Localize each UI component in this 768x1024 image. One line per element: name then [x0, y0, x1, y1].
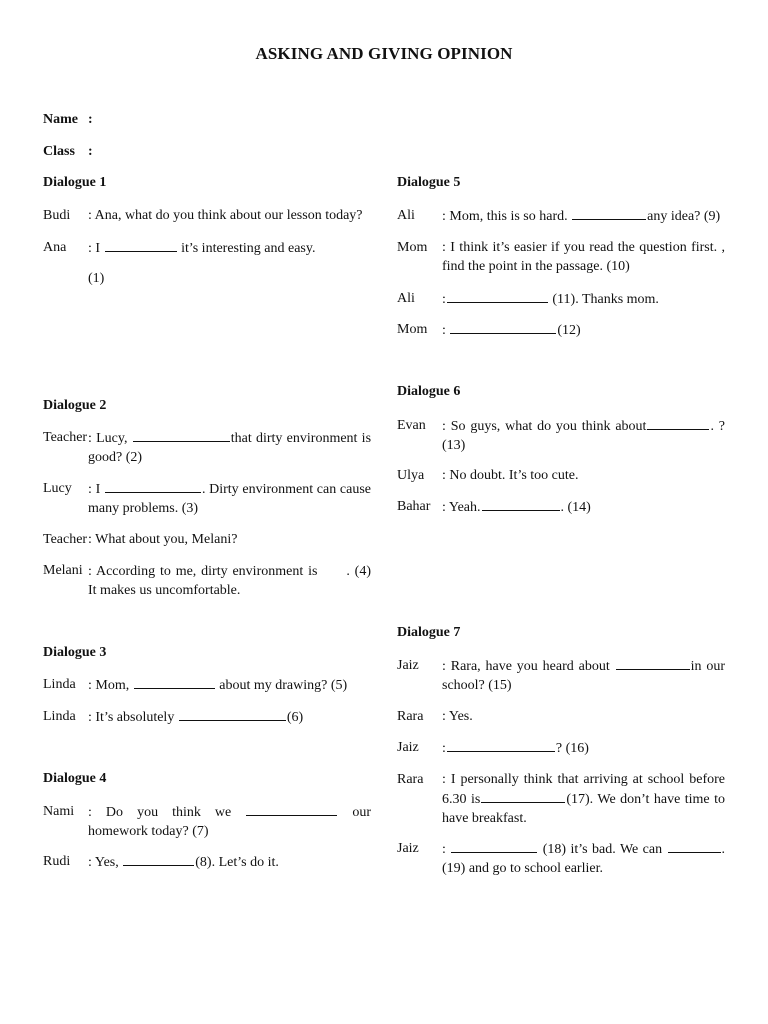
answer-blank-2[interactable]	[133, 428, 230, 442]
line-text-pre: : Do you think we	[88, 805, 232, 820]
answer-blank-9[interactable]	[572, 206, 646, 220]
line-text	[442, 738, 725, 758]
dialogue-line	[43, 428, 371, 467]
line-text-post: ? (16)	[555, 741, 589, 756]
dialogue-line	[43, 802, 371, 841]
dialogue-line	[43, 707, 371, 727]
speaker: Rara	[397, 772, 424, 787]
dialogue-line	[397, 289, 725, 309]
line-text-pre: : According to me, dirty environment is	[88, 564, 318, 579]
line-text-post: . (14)	[560, 500, 591, 515]
dialogue-line	[397, 238, 725, 276]
line-text-post: (6)	[286, 710, 304, 725]
name-row	[43, 112, 93, 128]
dialogue-line	[43, 206, 371, 225]
line-text-post: any idea? (9)	[647, 209, 721, 224]
dialogue-2-heading: Dialogue 2	[43, 398, 107, 413]
dialogue-6-heading: Dialogue 6	[397, 384, 461, 399]
speaker: Teacher	[43, 532, 88, 547]
dialogue-5-heading: Dialogue 5	[397, 175, 461, 190]
worksheet-title: ASKING AND GIVING OPINION	[255, 44, 513, 63]
line-text	[88, 802, 371, 841]
answer-blank-7[interactable]	[246, 802, 337, 816]
answer-blank-18[interactable]	[451, 839, 537, 853]
answer-blank-5[interactable]	[134, 675, 215, 689]
line-text-post: in our school? (15)	[442, 659, 725, 693]
line-text	[442, 497, 725, 517]
line-text-pre: : I personally think that arriving at school before 6.30 is	[442, 772, 725, 807]
answer-blank-8[interactable]	[123, 852, 194, 866]
line-text: (1)	[88, 271, 105, 286]
line-text	[88, 675, 371, 695]
line-text	[88, 428, 371, 467]
line-text-pre: : Yes,	[88, 855, 119, 870]
line-text	[88, 238, 371, 258]
speaker: Melani	[43, 563, 83, 578]
answer-blank-17[interactable]	[481, 789, 565, 803]
dialogue-line	[43, 675, 371, 695]
answer-blank-6[interactable]	[179, 707, 286, 721]
line-text: : Yes.	[442, 709, 473, 724]
line-text	[442, 289, 725, 309]
line-text	[88, 707, 371, 727]
dialogue-line	[43, 269, 371, 288]
dialogue-line	[43, 561, 371, 600]
dialogue-7-heading: Dialogue 7	[397, 625, 461, 640]
line-text	[442, 416, 725, 455]
line-text-post: about my drawing? (5)	[219, 678, 348, 693]
line-text	[442, 656, 725, 695]
speaker: Jaiz	[397, 658, 419, 673]
dialogue-line	[397, 497, 725, 517]
dialogue-4-heading: Dialogue 4	[43, 771, 107, 786]
line-text: : What about you, Melani?	[88, 532, 238, 547]
line-text: : No doubt. It’s too cute.	[442, 468, 579, 483]
speaker: Mom	[397, 322, 428, 337]
answer-blank-15[interactable]	[616, 656, 690, 670]
line-text	[442, 206, 725, 226]
line-text	[442, 770, 725, 828]
speaker: Ali	[397, 291, 415, 306]
line-text: : I think it’s easier if you read the question first. , find the point in the passage. (10)	[442, 240, 725, 274]
line-text-post: . (4) It makes us uncomfortable.	[88, 564, 372, 598]
line-text-pre: : Mom, this is so hard.	[442, 209, 568, 224]
dialogue-line	[397, 416, 725, 455]
line-text-mid: (18) it’s bad. We can	[542, 842, 663, 857]
dialogue-line	[397, 839, 725, 878]
answer-blank-13[interactable]	[647, 416, 709, 430]
dialogue-line	[397, 206, 725, 226]
class-row	[43, 144, 93, 160]
line-text-pre: : Yeah.	[442, 500, 481, 515]
line-text-pre: :	[442, 323, 446, 338]
line-text-post: . (19) and go to school earlier.	[442, 842, 726, 876]
line-text-pre: :	[442, 842, 446, 857]
speaker: Mom	[397, 240, 428, 255]
speaker: Teacher	[43, 430, 88, 445]
dialogue-line	[43, 852, 371, 872]
dialogue-line	[397, 707, 725, 726]
name-label: Name	[43, 112, 78, 127]
speaker: Ulya	[397, 468, 425, 483]
line-text-post: (12)	[557, 323, 581, 338]
dialogue-line	[43, 479, 371, 518]
line-text-post: (17). We don’t have time to have breakfast.	[442, 792, 725, 826]
speaker: Evan	[397, 418, 426, 433]
line-text-pre: : Ana, what do you think about our lesson today?	[88, 208, 363, 223]
line-text-post: our homework today? (7)	[88, 805, 372, 839]
class-colon: :	[88, 144, 93, 159]
line-text-pre: : It’s absolutely	[88, 710, 175, 725]
answer-blank-11[interactable]	[447, 289, 548, 303]
line-text-post: it’s interesting and easy.	[181, 241, 316, 256]
speaker: Jaiz	[397, 740, 419, 755]
dialogue-line	[397, 770, 725, 828]
line-text	[88, 561, 371, 600]
answer-blank-14[interactable]	[482, 497, 560, 511]
line-text-pre: : Rara, have you heard about	[442, 659, 610, 674]
name-colon: :	[88, 112, 93, 127]
line-text-pre: : I	[88, 482, 101, 497]
line-text-post: (11). Thanks mom.	[552, 292, 659, 307]
speaker: Ana	[43, 240, 67, 255]
line-text	[88, 479, 371, 518]
dialogue-3-heading: Dialogue 3	[43, 645, 107, 660]
line-text-post: . Dirty environment can cause many problems. (3)	[88, 482, 372, 516]
line-text-pre: : Lucy,	[88, 431, 128, 446]
answer-blank-4[interactable]	[323, 561, 345, 575]
speaker: Bahar	[397, 499, 431, 514]
speaker: Lucy	[43, 481, 72, 496]
dialogue-line	[397, 466, 725, 485]
answer-blank-3[interactable]	[105, 479, 201, 493]
speaker: Linda	[43, 709, 76, 724]
speaker: Linda	[43, 677, 76, 692]
dialogue-1-heading: Dialogue 1	[43, 175, 107, 190]
line-text-pre: : So guys, what do you think about	[442, 419, 647, 434]
speaker: Nami	[43, 804, 75, 819]
line-text-pre: : Mom,	[88, 678, 130, 693]
dialogue-line	[397, 320, 725, 340]
class-label: Class	[43, 144, 75, 159]
line-text-post: that dirty environment is good? (2)	[88, 431, 372, 465]
line-text-pre: : I	[88, 241, 101, 256]
line-text-post: (8). Let’s do it.	[195, 855, 279, 870]
line-text	[88, 206, 371, 225]
line-text	[88, 852, 371, 872]
answer-blank-16[interactable]	[447, 738, 555, 752]
dialogue-line	[397, 738, 725, 758]
line-text-post: . ? (13)	[442, 419, 725, 453]
speaker: Ali	[397, 208, 415, 223]
line-text	[442, 839, 725, 878]
dialogue-line	[397, 656, 725, 695]
speaker: Rara	[397, 709, 424, 724]
line-text	[442, 320, 725, 340]
answer-blank-19[interactable]	[668, 839, 721, 853]
dialogue-line	[43, 238, 371, 258]
speaker: Budi	[43, 208, 71, 223]
line-text-pre: :	[442, 741, 446, 756]
speaker	[43, 269, 88, 288]
answer-blank-12[interactable]	[450, 320, 556, 334]
speaker: Jaiz	[397, 841, 419, 856]
answer-blank-1[interactable]	[105, 238, 177, 252]
speaker: Rudi	[43, 854, 71, 869]
dialogue-line	[43, 530, 371, 549]
line-text-pre: :	[442, 292, 446, 307]
